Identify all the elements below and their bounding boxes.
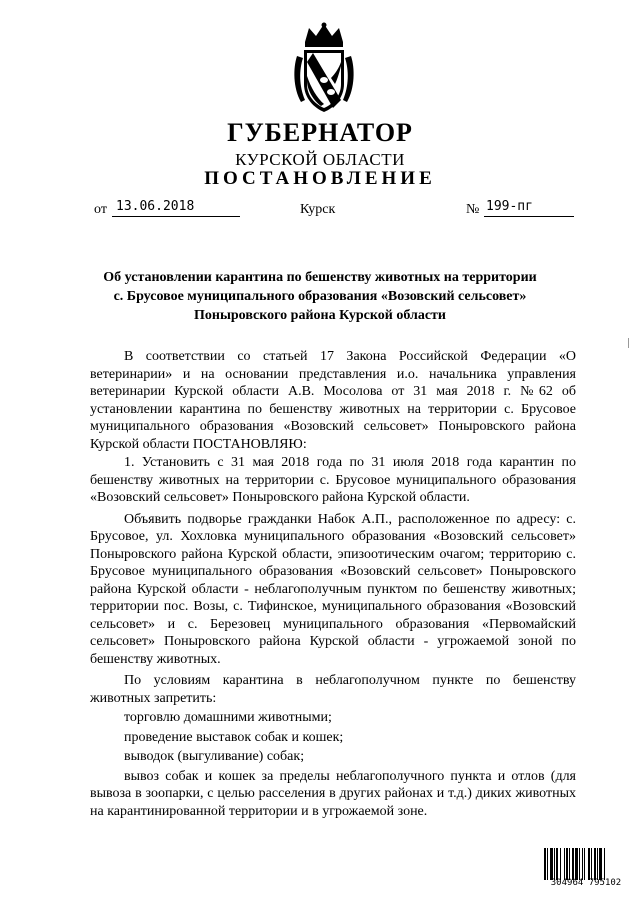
barcode-icon xyxy=(544,848,628,880)
item-1-paragraph: 1. Установить с 31 мая 2018 года по 31 июля 2018 года карантин по бешенству животных на территории с. Брусовое муниципального образования «Возовский сельсовет» Поныровского района Курской области. xyxy=(90,455,576,505)
barcode-bar xyxy=(564,848,565,880)
heading-line: с. Брусовое муниципального образования «Возовский сельсовет» xyxy=(113,289,527,304)
declare-paragraph: Объявить подворье гражданки Набок А.П., расположенное по адресу: с. Брусовое, ул. Хохловка муниципального образования «Возовский сельсовет» Поныровского района Курской области, эпизоотическим очагом; территорию с. Брусовое муниципального образования «Возовский сельсовет» Поныровского района Курской области - неблагополучным пунктом по бешенству животных; территории пос. Возы, с. Тифинское, муниципального образования «Возовский сельсовет» и с. Березовец муниципального образования «Первомайский сельсовет» Поныровского района Курской области - угрожаемой зоной по бешенству животных. xyxy=(90,511,576,667)
barcode-number: 304964 795102 xyxy=(550,878,622,888)
document-body xyxy=(90,348,576,820)
intro-paragraph: В соответствии со статьей 17 Закона Российской Федерации «О ветеринарии» и на основании представления и.о. начальника управления ветеринарии Курской области А.В. Мосолова от 31 мая 2018 г. №62 об установлении карантина по бешенству животных на территории с. Брусовое муниципального образования «Возовский сельсовет» Поныровского района Курской области ПОСТАНОВЛЯЮ: xyxy=(90,349,576,452)
barcode-bar xyxy=(550,848,553,880)
prohibit-item: вывоз собак и кошек за пределы неблагополучного пункта и отлов (для вывоза в зоопарки, с целью расселения в других районах и т.д.) диких животных на карантинированной территории и в угрожаемой зоне. xyxy=(90,768,576,819)
barcode-bar xyxy=(566,848,568,880)
barcode-bar xyxy=(582,848,583,880)
barcode-bar xyxy=(547,848,548,880)
authority-title: ГУБЕРНАТОР xyxy=(227,118,413,147)
barcode-bar xyxy=(556,848,558,880)
barcode-bar xyxy=(588,848,590,880)
prohibit-item: проведение выставок собак и кошек; xyxy=(124,729,344,745)
margin-mark xyxy=(628,338,629,348)
barcode-bar xyxy=(554,848,555,880)
barcode-bar xyxy=(594,848,596,880)
prohibit-intro-paragraph: По условиям карантина в неблагополучном пункте по бешенству животных запретить: xyxy=(90,673,576,706)
document-type-title: ПОСТАНОВЛЕНИЕ xyxy=(204,168,436,189)
barcode-bar xyxy=(599,848,602,880)
heading-line: Об установлении карантина по бешенству животных на территории xyxy=(103,270,537,285)
barcode-bar xyxy=(569,848,570,880)
barcode-bar xyxy=(604,848,605,880)
barcode-bar xyxy=(560,848,561,880)
document-heading xyxy=(80,268,560,325)
barcode-bar xyxy=(544,848,546,880)
barcode-bar xyxy=(584,848,585,880)
barcode-bar xyxy=(572,848,574,880)
prohibit-item: выводок (выгуливание) собак; xyxy=(124,749,305,764)
city-label: Курск xyxy=(300,202,336,217)
date-prefix: от xyxy=(94,202,107,217)
document-date: 13.06.2018 xyxy=(112,198,240,217)
barcode-bar xyxy=(591,848,592,880)
prohibit-item: торговлю домашними животными; xyxy=(124,710,332,725)
kursk-coat-of-arms-icon xyxy=(291,22,357,116)
number-prefix: № xyxy=(466,202,480,217)
heading-line: Поныровского района Курской области xyxy=(194,308,446,323)
document-number: 199-пг xyxy=(484,198,574,217)
barcode-bar xyxy=(579,848,580,880)
region-title: КУРСКОЙ ОБЛАСТИ xyxy=(235,150,405,169)
barcode-bar xyxy=(597,848,598,880)
barcode-bar xyxy=(575,848,578,880)
